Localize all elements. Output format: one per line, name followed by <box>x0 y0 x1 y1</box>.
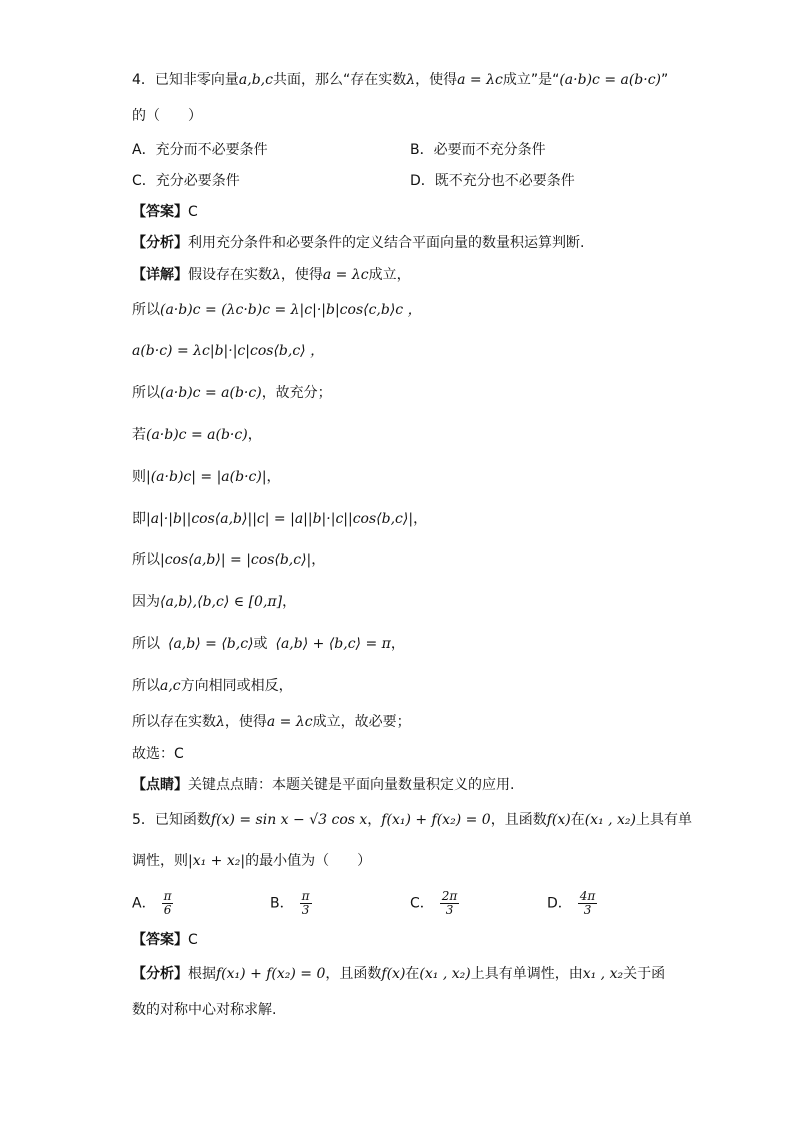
q5-analysis-line2: 数的对称中心对称求解. <box>132 1002 277 1018</box>
q4-detail-l10-math1: ⟨a,b⟩ = ⟨b,c⟩ <box>168 636 254 652</box>
q4-detail-l10-post: ， <box>390 636 405 652</box>
q5-cond: f(x₁) + f(x₂) = 0 <box>381 812 491 828</box>
q4-stem-mid3: 成立”是“ <box>502 72 560 88</box>
q4-detail-line11 <box>132 676 293 696</box>
q4-detail-l1-a: 假设存在实数 <box>188 267 272 283</box>
q4-detail-line12 <box>132 712 411 732</box>
q4-stem-text: 4．已知非零向量 <box>132 72 239 88</box>
note-tag: 【点睛】 <box>132 777 188 793</box>
q5-abs: |x₁ + x₂| <box>188 853 246 869</box>
q5-option-c <box>410 890 459 917</box>
q5-option-a <box>132 890 173 917</box>
q4-detail-line10 <box>132 634 405 654</box>
q4-note: 关键点点睛：本题关键是平面向量数量积定义的应用. <box>188 777 515 793</box>
q4-detail-l12-a: 所以存在实数 <box>132 714 216 730</box>
q5-stem-l2-b: 的最小值为（ ） <box>245 853 372 869</box>
q4-detail-l4-post: ，故充分； <box>261 385 332 401</box>
q4-detail-l12-eq: a = λc <box>266 714 313 730</box>
q4-detail-l6-math: |(a·b)c| = |a(b·c)| <box>146 469 267 485</box>
q4-detail-line3 <box>132 341 324 361</box>
q4-detail-l8-post: ， <box>311 552 326 568</box>
q4-detail-l10-mid: 或 <box>253 636 268 652</box>
q5-option-b-den: 3 <box>301 903 310 917</box>
q5-analysis-b: ，且函数 <box>325 966 382 982</box>
q5-stem-line1 <box>132 810 692 830</box>
q4-option-b: B．必要而不充分条件 <box>410 142 546 158</box>
q5-answer: C <box>188 932 198 948</box>
q4-detail-l9-pre: 因为 <box>132 594 160 610</box>
q4-detail-l1-b: ，使得 <box>280 267 323 283</box>
q5-option-c-den: 3 <box>445 903 454 917</box>
q4-detail-l12-lambda: λ <box>216 714 225 730</box>
q4-lambda: λ <box>406 72 416 88</box>
q5-option-a-frac <box>162 890 174 917</box>
q4-detail-l10-math2: ⟨a,b⟩ + ⟨b,c⟩ = π <box>275 636 391 652</box>
q4-detail-l1-c: 成立， <box>368 267 411 283</box>
q4-option-d: D．既不充分也不必要条件 <box>410 173 575 189</box>
q5-option-a-label: A． <box>132 895 156 912</box>
q5-analysis-cond: f(x₁) + f(x₂) = 0 <box>216 966 326 982</box>
q4-detail-line6 <box>132 467 281 487</box>
q5-option-b-num: π <box>301 889 310 903</box>
q5-option-b-label: B． <box>270 895 294 912</box>
q4-detail-l8-pre: 所以 <box>132 552 160 568</box>
q4-detail-l1-eq: a = λc <box>322 267 369 283</box>
q5-option-d-frac <box>578 890 598 917</box>
q5-option-d-den: 3 <box>583 903 592 917</box>
q5-analysis-line1 <box>132 964 665 984</box>
q5-func: f(x) = sin x − √3 cos x <box>210 812 368 828</box>
q4-detail-l4-math: (a·b)c = a(b·c) <box>160 385 262 401</box>
q4-detail-l1-lambda: λ <box>272 267 281 283</box>
q4-stem-line1 <box>132 70 668 90</box>
q5-option-c-frac <box>440 890 460 917</box>
q5-option-a-den: 6 <box>163 903 172 917</box>
q5-analysis-c: 在 <box>405 966 420 982</box>
q4-eq-main: (a·b)c = a(b·c) <box>559 72 662 88</box>
q5-analysis-interval: (x₁ , x₂) <box>419 966 471 982</box>
q4-option-c: C．充分必要条件 <box>132 173 240 189</box>
q5-stem-l1-e: 上具有单 <box>636 812 693 828</box>
q5-stem-line2 <box>132 851 371 871</box>
q5-option-d-num: 4π <box>579 889 596 903</box>
q5-option-b <box>270 890 312 917</box>
q5-option-d-label: D． <box>547 895 572 912</box>
q5-option-d <box>547 890 597 917</box>
q4-detail-l12-b: ，使得 <box>224 714 267 730</box>
q4-choose-line: 故选：C <box>132 746 184 762</box>
q4-detail-l6-post: ， <box>266 469 281 485</box>
q5-analysis-vars: x₁ , x₂ <box>582 966 624 982</box>
q4-detail-l2-pre: 所以 <box>132 302 160 318</box>
q4-detail-l7-math: |a|·|b||cos⟨a,b⟩||c| = |a||b|·|c||cos⟨b,c⟩| <box>146 511 414 527</box>
q5-option-c-label: C． <box>410 895 434 912</box>
q5-stem-l1-d: 在 <box>570 812 585 828</box>
answer-tag: 【答案】 <box>132 932 188 948</box>
q5-stem-l1-a: 5．已知函数 <box>132 812 211 828</box>
q4-detail-l12-c: 成立，故必要； <box>312 714 411 730</box>
q5-stem-l1-b: ， <box>367 812 382 828</box>
q5-answer-line <box>132 930 198 950</box>
q4-detail-l8-math: |cos⟨a,b⟩| = |cos⟨b,c⟩| <box>160 552 312 568</box>
q4-detail-line9 <box>132 592 296 612</box>
detail-tag: 【详解】 <box>132 267 188 283</box>
q5-option-a-num: π <box>163 889 172 903</box>
q4-detail-line5 <box>132 425 262 445</box>
q5-analysis-a: 根据 <box>188 966 216 982</box>
analysis-tag: 【分析】 <box>132 966 188 982</box>
q4-stem-end: ” <box>661 72 669 88</box>
q4-detail-l11-pre: 所以 <box>132 678 160 694</box>
q5-analysis-d: 上具有单调性，由 <box>470 966 583 982</box>
q4-detail-l10-pre: 所以 <box>132 636 160 652</box>
q4-detail-l11-post: 方向相同或相反， <box>180 678 293 694</box>
q4-detail-l6-pre: 则 <box>132 469 146 485</box>
q4-stem-mid2: ，使得 <box>415 72 458 88</box>
q4-detail-l7-post: ， <box>413 511 428 527</box>
q5-stem-l1-c: ，且函数 <box>490 812 547 828</box>
q5-fx: f(x) <box>546 812 571 828</box>
q4-detail-line8 <box>132 550 325 570</box>
q5-stem-l2-a: 调性，则 <box>132 853 188 869</box>
q4-analysis: 利用充分条件和必要条件的定义结合平面向量的数量积运算判断. <box>188 235 585 251</box>
q4-detail-l5-math: (a·b)c = a(b·c) <box>146 427 248 443</box>
q4-stem-line2: 的（ ） <box>132 108 202 124</box>
q4-detail-l5-post: ， <box>247 427 262 443</box>
q4-eq-a-lambda-c: a = λc <box>457 72 503 88</box>
q4-detail-line1 <box>132 265 411 285</box>
q5-option-c-num: 2π <box>441 889 458 903</box>
q4-detail-line2 <box>132 300 422 320</box>
q4-detail-l4-pre: 所以 <box>132 385 160 401</box>
q4-detail-l3-math: a(b·c) = λc|b|·|c|cos⟨b,c⟩ ， <box>132 343 325 359</box>
q4-detail-l2-math: (a·b)c = (λc·b)c = λ|c|·|b|cos⟨c,b⟩c ， <box>160 302 422 318</box>
q4-option-a: A．充分而不必要条件 <box>132 142 268 158</box>
q4-note-line <box>132 775 514 795</box>
q4-detail-l9-math: ⟨a,b⟩,⟨b,c⟩ ∈ [0,π] <box>160 594 283 610</box>
q4-detail-l7-pre: 即 <box>132 511 146 527</box>
q4-analysis-line <box>132 233 584 253</box>
q4-detail-line7 <box>132 509 427 529</box>
q4-answer: C <box>188 204 198 220</box>
q4-detail-l11-math: a,c <box>160 678 181 694</box>
answer-tag: 【答案】 <box>132 204 188 220</box>
q5-analysis-e: 关于函 <box>623 966 666 982</box>
q4-vectors: a,b,c <box>238 72 273 88</box>
q4-answer-line <box>132 202 198 222</box>
q5-option-b-frac <box>300 890 312 917</box>
analysis-tag: 【分析】 <box>132 235 188 251</box>
q5-analysis-fx: f(x) <box>381 966 406 982</box>
q4-detail-l9-post: ， <box>282 594 297 610</box>
q4-detail-line4 <box>132 383 332 403</box>
q4-detail-l5-pre: 若 <box>132 427 146 443</box>
q4-stem-mid: 共面，那么“存在实数 <box>272 72 407 88</box>
q5-interval: (x₁ , x₂) <box>584 812 637 828</box>
